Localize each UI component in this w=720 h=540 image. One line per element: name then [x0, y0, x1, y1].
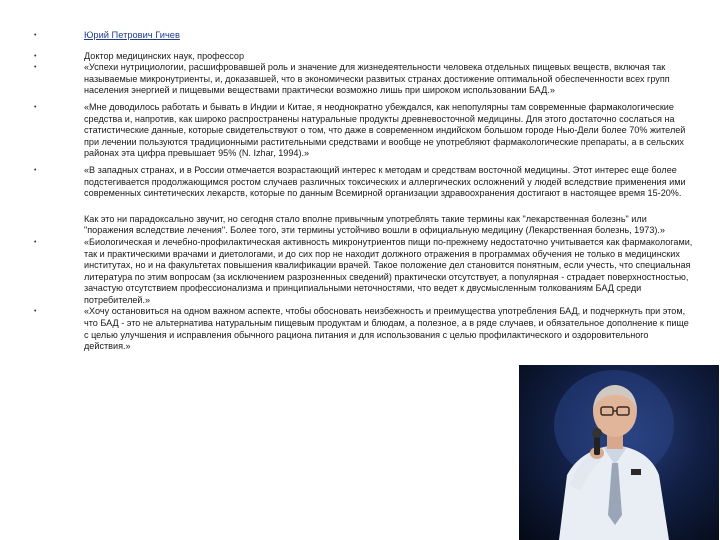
bullet-icon: •: [34, 64, 37, 72]
list-item: [34, 51, 694, 63]
list-item: [34, 102, 694, 160]
quote-text: «Мне доводилось работать и бывать в Индии и Китае, я неоднократно убеждался, как непопулярны там современные фармакологические средства и, напротив, как широко распространены натуральные продукты древневосточной медицины. Для этого достаточно сослаться на статистические данные, которые свидетельствуют о том, что даже в современном индийском большом городе Нью-Дели более 70% жителей при лечении пользуются традиционными растительными средствами и вообще не употребляют фармакологические препараты, а в сельских районах эта цифра превышает 95% (N. Izhar, 1994).»: [84, 101, 686, 159]
bullet-icon: •: [34, 166, 37, 174]
quote-text: «Успехи нутрициологии, расшифровавшей роль и значение для жизнедеятельности человека отдельных пищевых веществ, включая так называемые микронутриенты, и, доказавшей, что в экономически развитых странах достижение оптимальной обеспеченности всех групп населения энергией и пищевыми веществами практически возможно лишь при широком использовании БАД.»: [84, 62, 670, 96]
author-subtitle: Доктор медицинских наук, профессор: [84, 50, 245, 61]
quote-text: «Хочу остановиться на одном важном аспекте, чтобы обосновать неизбежность и преимущества употребления БАД, и подчеркнуть при этом, что БАД - это не альтернатива натуральным пищевым продуктам и блюдам, а полезное, а в ряде случаев, и обязательное дополнение к пище с целью улучшения и исправления обычного рациона питания и для использования с целью профилактического и оздоровительного действия.»: [84, 306, 689, 352]
speaker-photo-graphic: [519, 365, 719, 540]
speaker-photo: [519, 365, 719, 540]
quote-text: «В западных странах, и в России отмечается возрастающий интерес к методам и средствам восточной медицины. Этот интерес еще более подстегивается продолжающимся ростом случаев различных токсических и аллергических осложнений у людей вследствие применения ими современных синтетических лекарств, которые по данным Всемирной организации здравоохранения достигают в настоящее время 15-20%.: [84, 164, 686, 199]
author-link[interactable]: Юрий Петрович Гичев: [84, 30, 180, 40]
quote-text: «Биологическая и лечебно-профилактическая активность микронутриентов пищи по-прежнему недостаточно учитывается как фармакологами, так и практическими врачами и диетологами, и до сих пор не находит должного отражения в программах обучения не только в медицинских институтах, но и на факультетах повышения квалификации врачей. Такое положение дел становится понятным, если учесть, что специальная литература по этим вопросам (за исключением разрозненных сведений) практически отсутствует, а популярная - страдает поверхностностью, зачастую отсутствием профессионализма и принципиальными неточностями, что ведет к двусмысленным толкованиям БАД среди потребителей.»: [84, 236, 693, 305]
bullet-icon: •: [34, 103, 37, 111]
quote-list: [34, 30, 694, 353]
list-item: [34, 62, 694, 97]
list-item: [34, 306, 694, 352]
bullet-icon: •: [34, 52, 37, 60]
paragraph-text: Как это ни парадоксально звучит, но сегодня стало вполне привычным употреблять такие термины как "лекарственная болезнь" или "поражения вследствие лечения". Более того, эти термины устойчиво вошли в официальную медицину (Лекарственная болезнь, 1973).»: [84, 213, 665, 236]
list-item: [34, 165, 694, 200]
bullet-icon: •: [34, 238, 37, 246]
list-item: [34, 237, 694, 307]
bullet-icon: •: [34, 308, 37, 316]
list-item: [34, 30, 694, 42]
bullet-icon: •: [34, 32, 37, 39]
